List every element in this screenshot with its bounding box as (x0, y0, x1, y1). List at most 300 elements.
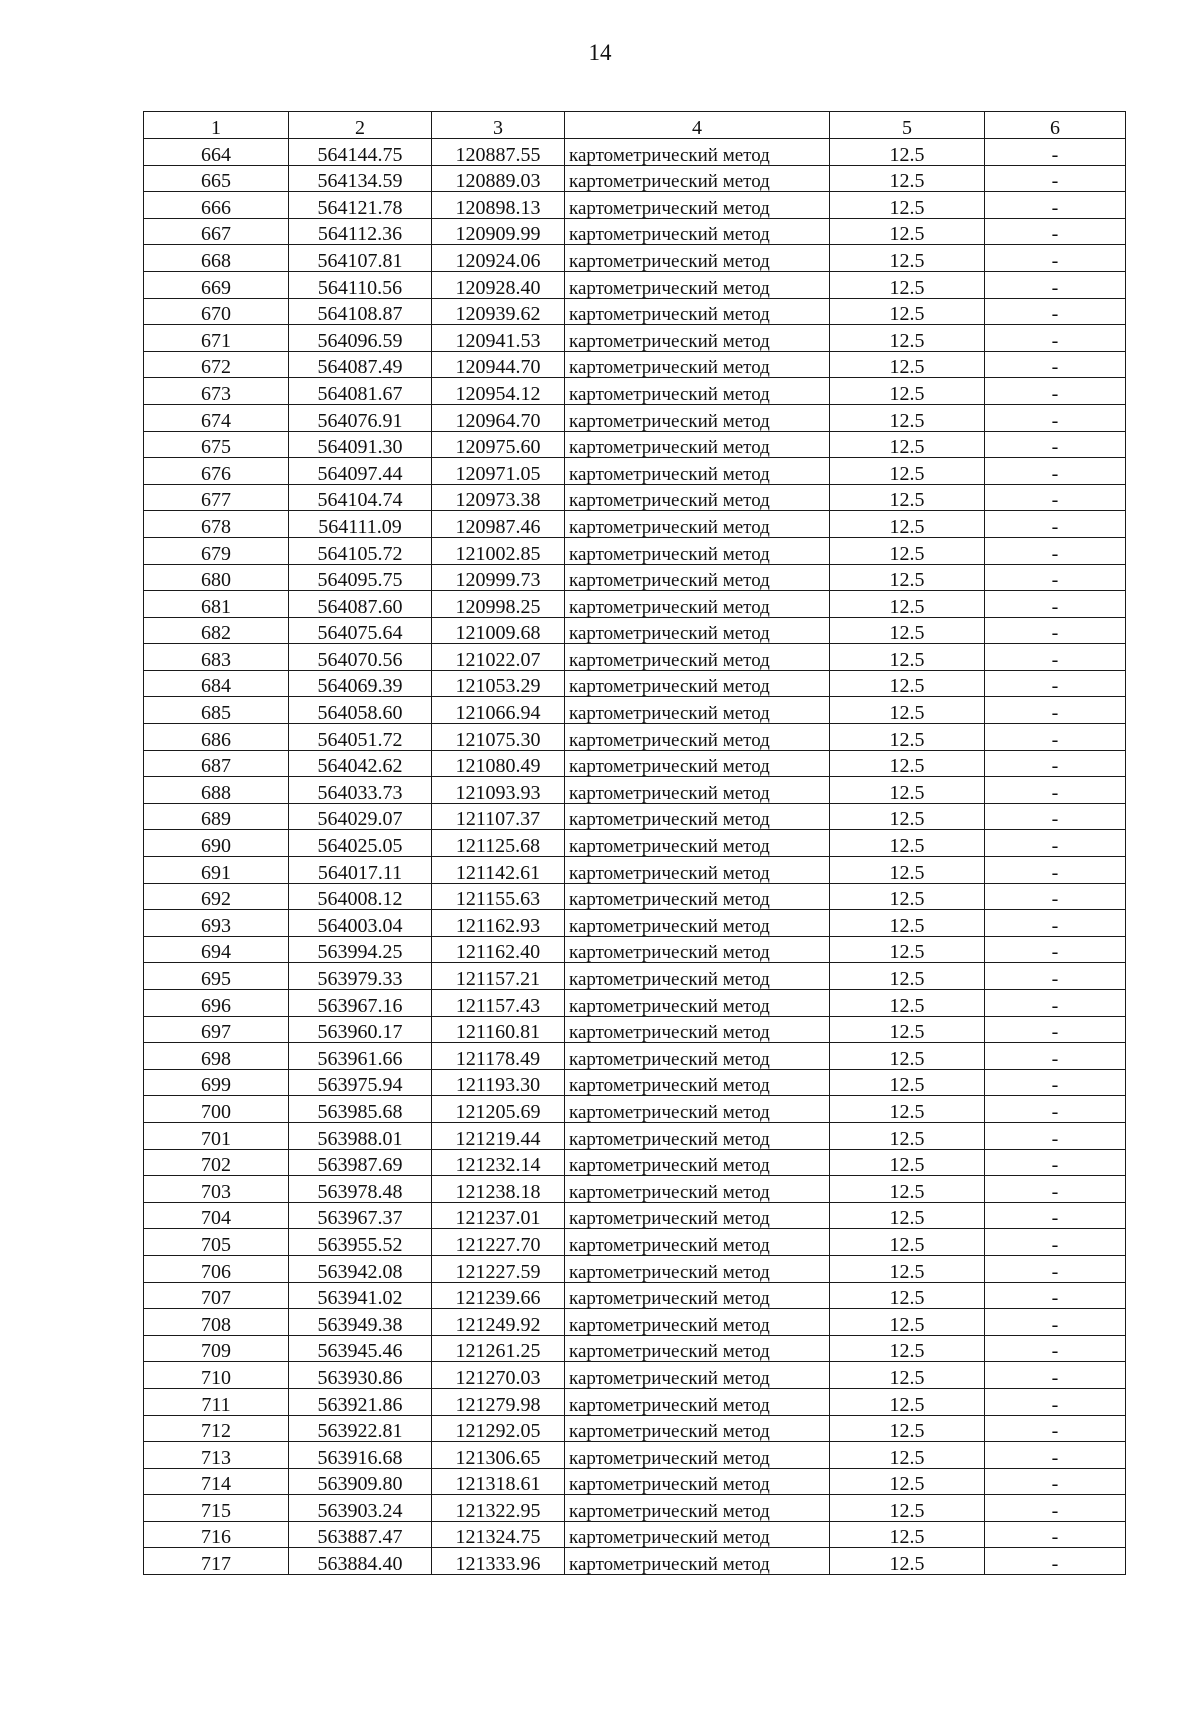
table-row (144, 1202, 1126, 1229)
point-number-cell: 710 (144, 1362, 289, 1389)
note-cell: - (985, 936, 1126, 963)
y-coordinate-cell: 120998.25 (432, 591, 565, 618)
x-coordinate-cell: 563887.47 (289, 1521, 432, 1548)
accuracy-cell: 12.5 (830, 511, 985, 538)
table-row (144, 697, 1126, 724)
accuracy-cell: 12.5 (830, 218, 985, 245)
method-cell: картометрический метод (565, 431, 830, 458)
accuracy-cell: 12.5 (830, 670, 985, 697)
x-coordinate-cell: 563955.52 (289, 1229, 432, 1256)
x-coordinate-cell: 564105.72 (289, 537, 432, 564)
y-coordinate-cell: 120971.05 (432, 458, 565, 485)
note-cell: - (985, 1335, 1126, 1362)
accuracy-cell: 12.5 (830, 1016, 985, 1043)
accuracy-cell: 12.5 (830, 1069, 985, 1096)
table-row (144, 777, 1126, 804)
x-coordinate-cell: 564076.91 (289, 404, 432, 431)
method-cell: картометрический метод (565, 803, 830, 830)
y-coordinate-cell: 121238.18 (432, 1176, 565, 1203)
x-coordinate-cell: 563967.37 (289, 1202, 432, 1229)
y-coordinate-cell: 120887.55 (432, 139, 565, 166)
y-coordinate-cell: 121249.92 (432, 1309, 565, 1336)
y-coordinate-cell: 121292.05 (432, 1415, 565, 1442)
accuracy-cell: 12.5 (830, 910, 985, 937)
point-number-cell: 693 (144, 910, 289, 937)
y-coordinate-cell: 120964.70 (432, 404, 565, 431)
y-coordinate-cell: 121125.68 (432, 830, 565, 857)
method-cell: картометрический метод (565, 670, 830, 697)
method-cell: картометрический метод (565, 218, 830, 245)
y-coordinate-cell: 121324.75 (432, 1521, 565, 1548)
y-coordinate-cell: 121160.81 (432, 1016, 565, 1043)
point-number-cell: 665 (144, 165, 289, 192)
note-cell: - (985, 298, 1126, 325)
method-cell: картометрический метод (565, 697, 830, 724)
point-number-cell: 677 (144, 484, 289, 511)
table-row (144, 910, 1126, 937)
method-cell: картометрический метод (565, 644, 830, 671)
note-cell: - (985, 1495, 1126, 1522)
x-coordinate-cell: 564134.59 (289, 165, 432, 192)
point-number-cell: 715 (144, 1495, 289, 1522)
x-coordinate-cell: 563994.25 (289, 936, 432, 963)
table-header-row (144, 112, 1126, 139)
table-row (144, 298, 1126, 325)
accuracy-cell: 12.5 (830, 192, 985, 219)
x-coordinate-cell: 563884.40 (289, 1548, 432, 1575)
note-cell: - (985, 192, 1126, 219)
x-coordinate-cell: 564069.39 (289, 670, 432, 697)
point-number-cell: 700 (144, 1096, 289, 1123)
y-coordinate-cell: 121227.59 (432, 1255, 565, 1282)
table-row (144, 1016, 1126, 1043)
x-coordinate-cell: 563945.46 (289, 1335, 432, 1362)
note-cell: - (985, 1069, 1126, 1096)
method-cell: картометрический метод (565, 404, 830, 431)
point-number-cell: 670 (144, 298, 289, 325)
x-coordinate-cell: 564112.36 (289, 218, 432, 245)
y-coordinate-cell: 121157.21 (432, 963, 565, 990)
accuracy-cell: 12.5 (830, 750, 985, 777)
method-cell: картометрический метод (565, 1495, 830, 1522)
accuracy-cell: 12.5 (830, 617, 985, 644)
x-coordinate-cell: 563985.68 (289, 1096, 432, 1123)
y-coordinate-cell: 121022.07 (432, 644, 565, 671)
y-coordinate-cell: 120924.06 (432, 245, 565, 272)
x-coordinate-cell: 564104.74 (289, 484, 432, 511)
method-cell: картометрический метод (565, 1149, 830, 1176)
x-coordinate-cell: 564110.56 (289, 271, 432, 298)
note-cell: - (985, 1521, 1126, 1548)
method-cell: картометрический метод (565, 325, 830, 352)
x-coordinate-cell: 564042.62 (289, 750, 432, 777)
method-cell: картометрический метод (565, 1442, 830, 1469)
accuracy-cell: 12.5 (830, 1096, 985, 1123)
note-cell: - (985, 750, 1126, 777)
y-coordinate-cell: 121142.61 (432, 857, 565, 884)
table-row (144, 644, 1126, 671)
note-cell: - (985, 351, 1126, 378)
note-cell: - (985, 1229, 1126, 1256)
accuracy-cell: 12.5 (830, 803, 985, 830)
method-cell: картометрический метод (565, 830, 830, 857)
x-coordinate-cell: 564008.12 (289, 883, 432, 910)
method-cell: картометрический метод (565, 1548, 830, 1575)
y-coordinate-cell: 121162.40 (432, 936, 565, 963)
accuracy-cell: 12.5 (830, 458, 985, 485)
table-row (144, 750, 1126, 777)
y-coordinate-cell: 121306.65 (432, 1442, 565, 1469)
y-coordinate-cell: 120939.62 (432, 298, 565, 325)
x-coordinate-cell: 564003.04 (289, 910, 432, 937)
method-cell: картометрический метод (565, 963, 830, 990)
accuracy-cell: 12.5 (830, 1548, 985, 1575)
note-cell: - (985, 431, 1126, 458)
column-header: 4 (565, 112, 830, 139)
note-cell: - (985, 670, 1126, 697)
note-cell: - (985, 777, 1126, 804)
table-row (144, 431, 1126, 458)
accuracy-cell: 12.5 (830, 936, 985, 963)
method-cell: картометрический метод (565, 351, 830, 378)
point-number-cell: 689 (144, 803, 289, 830)
point-number-cell: 699 (144, 1069, 289, 1096)
point-number-cell: 707 (144, 1282, 289, 1309)
note-cell: - (985, 990, 1126, 1017)
note-cell: - (985, 1016, 1126, 1043)
method-cell: картометрический метод (565, 1255, 830, 1282)
x-coordinate-cell: 563941.02 (289, 1282, 432, 1309)
column-header: 5 (830, 112, 985, 139)
accuracy-cell: 12.5 (830, 697, 985, 724)
accuracy-cell: 12.5 (830, 1442, 985, 1469)
point-number-cell: 697 (144, 1016, 289, 1043)
table-row (144, 936, 1126, 963)
accuracy-cell: 12.5 (830, 1309, 985, 1336)
accuracy-cell: 12.5 (830, 644, 985, 671)
x-coordinate-cell: 564017.11 (289, 857, 432, 884)
y-coordinate-cell: 121322.95 (432, 1495, 565, 1522)
note-cell: - (985, 404, 1126, 431)
accuracy-cell: 12.5 (830, 1388, 985, 1415)
x-coordinate-cell: 563921.86 (289, 1388, 432, 1415)
point-number-cell: 664 (144, 139, 289, 166)
accuracy-cell: 12.5 (830, 963, 985, 990)
accuracy-cell: 12.5 (830, 1335, 985, 1362)
method-cell: картометрический метод (565, 883, 830, 910)
point-number-cell: 717 (144, 1548, 289, 1575)
accuracy-cell: 12.5 (830, 298, 985, 325)
point-number-cell: 684 (144, 670, 289, 697)
point-number-cell: 703 (144, 1176, 289, 1203)
method-cell: картометрический метод (565, 192, 830, 219)
y-coordinate-cell: 121227.70 (432, 1229, 565, 1256)
accuracy-cell: 12.5 (830, 1176, 985, 1203)
accuracy-cell: 12.5 (830, 591, 985, 618)
note-cell: - (985, 963, 1126, 990)
table-row (144, 1096, 1126, 1123)
y-coordinate-cell: 121219.44 (432, 1122, 565, 1149)
x-coordinate-cell: 563960.17 (289, 1016, 432, 1043)
table-row (144, 591, 1126, 618)
method-cell: картометрический метод (565, 1016, 830, 1043)
method-cell: картометрический метод (565, 139, 830, 166)
note-cell: - (985, 537, 1126, 564)
coordinates-table (143, 111, 1126, 1575)
table-row (144, 139, 1126, 166)
point-number-cell: 691 (144, 857, 289, 884)
table-row (144, 192, 1126, 219)
point-number-cell: 688 (144, 777, 289, 804)
x-coordinate-cell: 564091.30 (289, 431, 432, 458)
table-row (144, 724, 1126, 751)
x-coordinate-cell: 564144.75 (289, 139, 432, 166)
y-coordinate-cell: 120954.12 (432, 378, 565, 405)
y-coordinate-cell: 121193.30 (432, 1069, 565, 1096)
x-coordinate-cell: 563942.08 (289, 1255, 432, 1282)
x-coordinate-cell: 564097.44 (289, 458, 432, 485)
method-cell: картометрический метод (565, 1335, 830, 1362)
method-cell: картометрический метод (565, 1468, 830, 1495)
note-cell: - (985, 1468, 1126, 1495)
x-coordinate-cell: 564111.09 (289, 511, 432, 538)
point-number-cell: 669 (144, 271, 289, 298)
y-coordinate-cell: 121205.69 (432, 1096, 565, 1123)
note-cell: - (985, 271, 1126, 298)
accuracy-cell: 12.5 (830, 883, 985, 910)
accuracy-cell: 12.5 (830, 830, 985, 857)
accuracy-cell: 12.5 (830, 724, 985, 751)
note-cell: - (985, 165, 1126, 192)
point-number-cell: 704 (144, 1202, 289, 1229)
point-number-cell: 678 (144, 511, 289, 538)
table-row (144, 1362, 1126, 1389)
note-cell: - (985, 724, 1126, 751)
x-coordinate-cell: 564058.60 (289, 697, 432, 724)
table-body (144, 112, 1126, 1575)
point-number-cell: 679 (144, 537, 289, 564)
x-coordinate-cell: 564081.67 (289, 378, 432, 405)
method-cell: картометрический метод (565, 1362, 830, 1389)
x-coordinate-cell: 564121.78 (289, 192, 432, 219)
accuracy-cell: 12.5 (830, 990, 985, 1017)
table-row (144, 1309, 1126, 1336)
point-number-cell: 711 (144, 1388, 289, 1415)
point-number-cell: 667 (144, 218, 289, 245)
accuracy-cell: 12.5 (830, 857, 985, 884)
y-coordinate-cell: 120928.40 (432, 271, 565, 298)
table-row (144, 1149, 1126, 1176)
y-coordinate-cell: 120987.46 (432, 511, 565, 538)
table-row (144, 830, 1126, 857)
y-coordinate-cell: 121270.03 (432, 1362, 565, 1389)
table-row (144, 1495, 1126, 1522)
method-cell: картометрический метод (565, 1176, 830, 1203)
method-cell: картометрический метод (565, 617, 830, 644)
accuracy-cell: 12.5 (830, 537, 985, 564)
method-cell: картометрический метод (565, 1096, 830, 1123)
column-header: 1 (144, 112, 289, 139)
table-row (144, 883, 1126, 910)
point-number-cell: 708 (144, 1309, 289, 1336)
point-number-cell: 701 (144, 1122, 289, 1149)
x-coordinate-cell: 563903.24 (289, 1495, 432, 1522)
table-row (144, 564, 1126, 591)
table-row (144, 537, 1126, 564)
point-number-cell: 680 (144, 564, 289, 591)
column-header: 6 (985, 112, 1126, 139)
table-row (144, 378, 1126, 405)
note-cell: - (985, 1149, 1126, 1176)
point-number-cell: 694 (144, 936, 289, 963)
note-cell: - (985, 245, 1126, 272)
method-cell: картометрический метод (565, 271, 830, 298)
note-cell: - (985, 1176, 1126, 1203)
y-coordinate-cell: 121239.66 (432, 1282, 565, 1309)
method-cell: картометрический метод (565, 1202, 830, 1229)
accuracy-cell: 12.5 (830, 404, 985, 431)
y-coordinate-cell: 121053.29 (432, 670, 565, 697)
note-cell: - (985, 1442, 1126, 1469)
x-coordinate-cell: 563979.33 (289, 963, 432, 990)
x-coordinate-cell: 563988.01 (289, 1122, 432, 1149)
point-number-cell: 666 (144, 192, 289, 219)
y-coordinate-cell: 121002.85 (432, 537, 565, 564)
method-cell: картометрический метод (565, 378, 830, 405)
note-cell: - (985, 803, 1126, 830)
y-coordinate-cell: 120973.38 (432, 484, 565, 511)
note-cell: - (985, 617, 1126, 644)
x-coordinate-cell: 564107.81 (289, 245, 432, 272)
accuracy-cell: 12.5 (830, 271, 985, 298)
table-row (144, 1043, 1126, 1070)
point-number-cell: 671 (144, 325, 289, 352)
point-number-cell: 690 (144, 830, 289, 857)
note-cell: - (985, 1043, 1126, 1070)
x-coordinate-cell: 564087.60 (289, 591, 432, 618)
y-coordinate-cell: 121009.68 (432, 617, 565, 644)
point-number-cell: 696 (144, 990, 289, 1017)
method-cell: картометрический метод (565, 777, 830, 804)
table-row (144, 617, 1126, 644)
point-number-cell: 675 (144, 431, 289, 458)
x-coordinate-cell: 564108.87 (289, 298, 432, 325)
column-header: 2 (289, 112, 432, 139)
table-row (144, 218, 1126, 245)
x-coordinate-cell: 563975.94 (289, 1069, 432, 1096)
method-cell: картометрический метод (565, 165, 830, 192)
method-cell: картометрический метод (565, 936, 830, 963)
y-coordinate-cell: 120999.73 (432, 564, 565, 591)
point-number-cell: 686 (144, 724, 289, 751)
note-cell: - (985, 697, 1126, 724)
y-coordinate-cell: 121232.14 (432, 1149, 565, 1176)
table-row (144, 458, 1126, 485)
table-row (144, 1388, 1126, 1415)
note-cell: - (985, 218, 1126, 245)
note-cell: - (985, 325, 1126, 352)
table-row (144, 990, 1126, 1017)
point-number-cell: 695 (144, 963, 289, 990)
method-cell: картометрический метод (565, 1229, 830, 1256)
x-coordinate-cell: 564029.07 (289, 803, 432, 830)
point-number-cell: 673 (144, 378, 289, 405)
note-cell: - (985, 1122, 1126, 1149)
accuracy-cell: 12.5 (830, 1149, 985, 1176)
accuracy-cell: 12.5 (830, 325, 985, 352)
note-cell: - (985, 458, 1126, 485)
accuracy-cell: 12.5 (830, 1043, 985, 1070)
y-coordinate-cell: 121279.98 (432, 1388, 565, 1415)
method-cell: картометрический метод (565, 1309, 830, 1336)
accuracy-cell: 12.5 (830, 165, 985, 192)
table-row (144, 484, 1126, 511)
x-coordinate-cell: 563909.80 (289, 1468, 432, 1495)
accuracy-cell: 12.5 (830, 1202, 985, 1229)
table-row (144, 1069, 1126, 1096)
method-cell: картометрический метод (565, 537, 830, 564)
table-row (144, 404, 1126, 431)
table-row (144, 1282, 1126, 1309)
y-coordinate-cell: 121318.61 (432, 1468, 565, 1495)
accuracy-cell: 12.5 (830, 1495, 985, 1522)
table-row (144, 351, 1126, 378)
method-cell: картометрический метод (565, 857, 830, 884)
x-coordinate-cell: 563961.66 (289, 1043, 432, 1070)
accuracy-cell: 12.5 (830, 351, 985, 378)
x-coordinate-cell: 564033.73 (289, 777, 432, 804)
y-coordinate-cell: 121093.93 (432, 777, 565, 804)
accuracy-cell: 12.5 (830, 1521, 985, 1548)
x-coordinate-cell: 564096.59 (289, 325, 432, 352)
method-cell: картометрический метод (565, 1043, 830, 1070)
table-row (144, 1122, 1126, 1149)
point-number-cell: 705 (144, 1229, 289, 1256)
x-coordinate-cell: 564087.49 (289, 351, 432, 378)
x-coordinate-cell: 563978.48 (289, 1176, 432, 1203)
table-row (144, 1255, 1126, 1282)
point-number-cell: 676 (144, 458, 289, 485)
accuracy-cell: 12.5 (830, 484, 985, 511)
note-cell: - (985, 1096, 1126, 1123)
page-number: 14 (588, 40, 612, 65)
point-number-cell: 674 (144, 404, 289, 431)
method-cell: картометрический метод (565, 1415, 830, 1442)
method-cell: картометрический метод (565, 1521, 830, 1548)
x-coordinate-cell: 564025.05 (289, 830, 432, 857)
x-coordinate-cell: 563930.86 (289, 1362, 432, 1389)
point-number-cell: 683 (144, 644, 289, 671)
point-number-cell: 687 (144, 750, 289, 777)
note-cell: - (985, 1202, 1126, 1229)
method-cell: картометрический метод (565, 1069, 830, 1096)
method-cell: картометрический метод (565, 245, 830, 272)
x-coordinate-cell: 564095.75 (289, 564, 432, 591)
point-number-cell: 713 (144, 1442, 289, 1469)
y-coordinate-cell: 121107.37 (432, 803, 565, 830)
x-coordinate-cell: 563967.16 (289, 990, 432, 1017)
point-number-cell: 716 (144, 1521, 289, 1548)
accuracy-cell: 12.5 (830, 139, 985, 166)
note-cell: - (985, 1415, 1126, 1442)
table-row (144, 1176, 1126, 1203)
note-cell: - (985, 564, 1126, 591)
point-number-cell: 714 (144, 1468, 289, 1495)
accuracy-cell: 12.5 (830, 1229, 985, 1256)
method-cell: картометрический метод (565, 564, 830, 591)
accuracy-cell: 12.5 (830, 1122, 985, 1149)
note-cell: - (985, 1548, 1126, 1575)
